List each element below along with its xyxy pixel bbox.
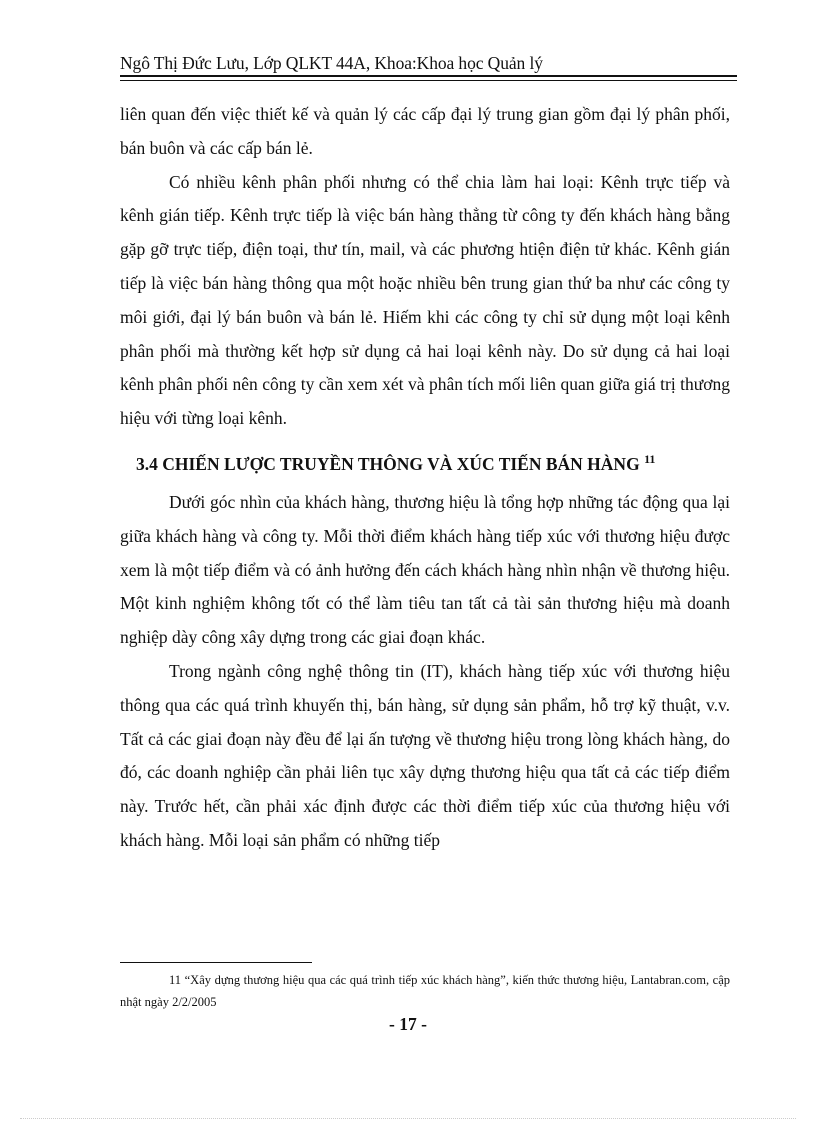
header-rule-thin xyxy=(120,80,737,81)
paragraph-1: liên quan đến việc thiết kế và quản lý các cấp đại lý trung gian gồm đại lý phân phối, bán buôn và các cấp bán lẻ. xyxy=(120,104,730,158)
paragraph-2: Có nhiều kênh phân phối nhưng có thể chia làm hai loại: Kênh trực tiếp và kênh gián tiếp. Kênh trực tiếp là việc bán hàng thẳng từ công ty đến khách hàng bằng gặp gỡ trực tiếp, điện toại, thư tín, mail, và các phương htiện điện tử khác. Kênh gián tiếp là việc bán hàng thông qua một hoặc nhiều bên trung gian thứ ba như các công ty môi giới, đại lý bán buôn và bán lẻ. Hiếm khi các công ty chỉ sử dụng một loại kênh phân phối mà thường kết hợp sử dụng cả hai loại kênh này. Do sử dụng cả hai loại kênh phân phối nên công ty cần xem xét và phân tích mối liên quan giữa giá trị thương hiệu với từng loại kênh. xyxy=(120,171,730,429)
footnote xyxy=(120,969,730,1013)
footnote-number: 11 xyxy=(169,973,182,987)
footnote-text: “Xây dựng thương hiệu qua các quá trình tiếp xúc khách hàng”, kiến thức thương hiệu, Lantabran.com, cập nhật ngày 2/2/2005 xyxy=(120,973,730,1009)
footnote-separator xyxy=(120,962,312,963)
header-rule-thick xyxy=(120,75,737,77)
body-text xyxy=(120,98,730,858)
section-heading-text: 3.4 CHIẾN LƯỢC TRUYỀN THÔNG VÀ XÚC TIẾN BÁN HÀNG xyxy=(136,453,640,474)
paragraph-3: Dưới góc nhìn của khách hàng, thương hiệu là tổng hợp những tác động qua lại giữa khách hàng và công ty. Mỗi thời điểm khách hàng tiếp xúc với thương hiệu được xem là một tiếp điểm và có ảnh hưởng đến cách khách hàng nhìn nhận về thương hiệu. Một kinh nghiệm không tốt có thể làm tiêu tan tất cả tài sản thương hiệu mà doanh nghiệp dày công xây dựng trong các giai đoạn khác. xyxy=(120,491,730,648)
page-bottom-border xyxy=(20,1118,796,1119)
running-header: Ngô Thị Đức Lưu, Lớp QLKT 44A, Khoa:Khoa học Quản lý xyxy=(120,53,543,73)
section-heading xyxy=(120,436,730,486)
footnote-reference: 11 xyxy=(644,452,656,467)
page-number: - 17 - xyxy=(389,1014,427,1034)
paragraph-4: Trong ngành công nghệ thông tin (IT), khách hàng tiếp xúc với thương hiệu thông qua các quá trình khuyến thị, bán hàng, sử dụng sản phẩm, hỗ trợ kỹ thuật, v.v. Tất cả các giai đoạn này đều để lại ấn tượng về thương hiệu trong lòng khách hàng, do đó, các doanh nghiệp cần phải liên tục xây dựng thương hiệu qua tất cả các tiếp điểm này. Trước hết, cần phải xác định được các thời điểm tiếp xúc của thương hiệu với khách hàng. Mỗi loại sản phẩm có những tiếp xyxy=(120,660,730,850)
